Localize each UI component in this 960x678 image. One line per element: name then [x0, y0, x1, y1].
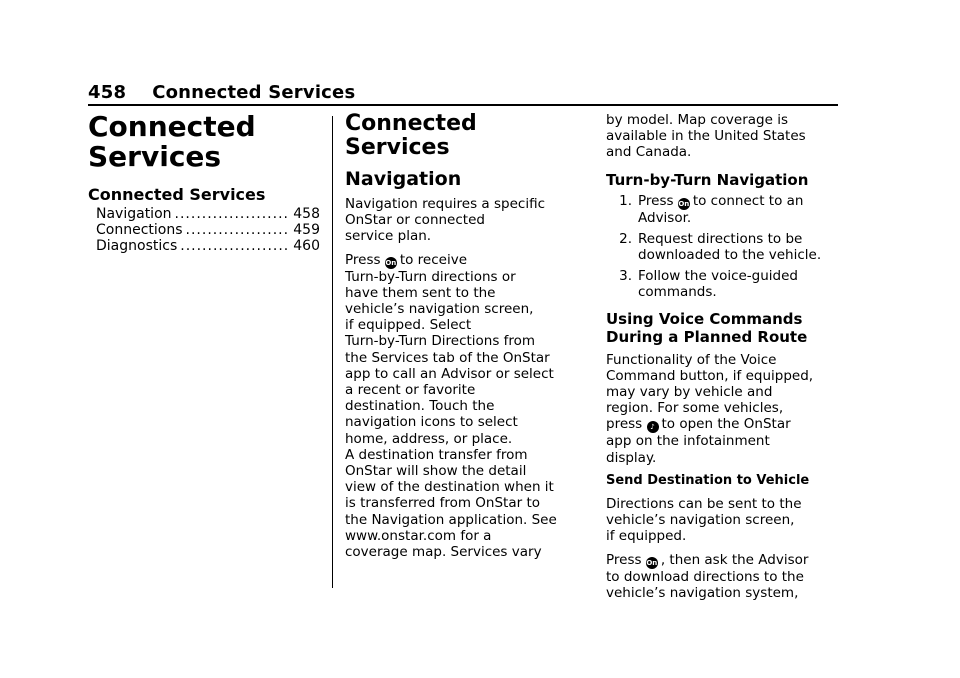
- text-line: vehicle’s navigation screen,: [606, 512, 795, 529]
- onstar-icon: On: [646, 558, 658, 567]
- text-line: downloaded to the vehicle.: [638, 247, 822, 264]
- step-number: 2.: [619, 230, 632, 247]
- text-line: navigation icons to select: [345, 414, 518, 431]
- text-line: and Canada.: [606, 144, 692, 161]
- text-line: Command button, if equipped,: [606, 367, 814, 384]
- chapter-title: [88, 112, 320, 172]
- text-line: by model. Map coverage is: [606, 112, 788, 128]
- column-navigation: [345, 112, 581, 560]
- text-line: to download directions to the: [606, 568, 804, 585]
- toc-entry[interactable]: [96, 222, 320, 238]
- toc-list: [96, 206, 320, 254]
- text-line: press: [606, 416, 643, 433]
- text-line: app on the infotainment: [606, 433, 770, 450]
- page-header: [88, 82, 355, 103]
- text-line: Functionality of the Voice: [606, 351, 777, 368]
- step-text: [638, 231, 821, 263]
- text-line: Follow the voice-guided: [638, 268, 799, 285]
- chapter-title-line2: Services: [88, 140, 222, 173]
- section-heading-line1: Connected: [345, 111, 477, 136]
- voice-paragraph: [606, 352, 838, 466]
- onstar-icon: On: [678, 199, 690, 208]
- send-destination-subheading: Send Destination to Vehicle: [606, 472, 810, 488]
- text-line: Press: [638, 192, 674, 209]
- page-number: 458: [88, 82, 127, 103]
- step-text: [638, 193, 803, 226]
- text-line: view of the destination when it: [345, 479, 554, 496]
- send-paragraph: [606, 496, 838, 545]
- step-number: 3.: [619, 268, 632, 285]
- text-line: if equipped. Select: [345, 317, 472, 334]
- voice-commands-heading: [606, 310, 838, 346]
- heading-line: During a Planned Route: [606, 327, 808, 346]
- toc-heading: Connected Services: [88, 185, 266, 204]
- column-divider: [332, 116, 333, 588]
- text-line: Turn-by-Turn directions or: [345, 268, 516, 285]
- continued-paragraph: [606, 112, 838, 161]
- text-line: Request directions to be: [638, 230, 803, 247]
- text-line: may vary by vehicle and: [606, 384, 773, 401]
- text-line: to open the OnStar: [661, 416, 791, 433]
- text-line: Advisor.: [638, 209, 692, 226]
- heading-line: Using Voice Commands: [606, 309, 803, 328]
- text-line: the Services tab of the OnStar: [345, 349, 550, 366]
- text-line: a recent or favorite: [345, 382, 476, 399]
- text-line: home, address, or place.: [345, 430, 513, 447]
- toc-leader: [180, 238, 290, 254]
- text-line: have them sent to the: [345, 284, 496, 301]
- text-line: coverage map. Services vary: [345, 544, 542, 561]
- toc-page: 458: [293, 206, 320, 222]
- text-line: vehicle’s navigation screen,: [345, 301, 534, 318]
- step-item: [606, 193, 838, 226]
- text-line: www.onstar.com for a: [345, 527, 492, 544]
- step-number: 1.: [619, 192, 632, 209]
- header-rule: [88, 104, 838, 106]
- toc-entry[interactable]: [96, 206, 320, 222]
- text-line: A destination transfer from: [345, 446, 528, 463]
- text-line: app to call an Advisor or select: [345, 365, 554, 382]
- text-line: display.: [606, 449, 657, 466]
- text-line: Turn-by-Turn Directions from: [345, 333, 536, 350]
- toc-label: Diagnostics: [96, 238, 178, 254]
- chapter-title-line1: Connected: [88, 110, 256, 143]
- nav-body-paragraph: [345, 252, 581, 561]
- text-line: Press: [345, 251, 381, 268]
- text-line: , then ask the Advisor: [660, 551, 809, 568]
- column-toc: [88, 112, 320, 254]
- text-line: Press: [606, 551, 642, 568]
- nav-intro-paragraph: [345, 196, 581, 245]
- step-item: [606, 231, 838, 263]
- text-line: to connect to an: [692, 192, 804, 209]
- text-line: commands.: [638, 284, 717, 301]
- text-line: service plan.: [345, 228, 432, 245]
- text-line: OnStar will show the detail: [345, 463, 527, 480]
- text-line: the Navigation application. See: [345, 511, 557, 528]
- navigation-heading: Navigation: [345, 168, 462, 190]
- toc-page: 460: [293, 238, 320, 254]
- onstar-icon: On: [385, 258, 397, 267]
- steps-list: [606, 193, 838, 301]
- turn-by-turn-heading: Turn-by-Turn Navigation: [606, 170, 809, 189]
- advisor-paragraph: [606, 552, 838, 601]
- section-heading-line2: Services: [345, 135, 450, 160]
- text-line: to receive: [399, 251, 468, 268]
- text-line: OnStar or connected: [345, 212, 485, 229]
- step-text: [638, 268, 798, 300]
- toc-label: Connections: [96, 222, 183, 238]
- text-line: Directions can be sent to the: [606, 496, 802, 513]
- text-line: if equipped.: [606, 528, 687, 545]
- section-title: Connected Services: [152, 82, 356, 103]
- text-line: region. For some vehicles,: [606, 400, 784, 417]
- text-line: destination. Touch the: [345, 398, 495, 415]
- toc-leader: [175, 206, 291, 222]
- toc-entry[interactable]: [96, 238, 320, 254]
- text-line: Navigation requires a specific: [345, 196, 545, 212]
- toc-leader: [186, 222, 291, 238]
- section-heading: [345, 112, 581, 160]
- step-item: [606, 268, 838, 300]
- voice-icon: ♪: [647, 421, 659, 433]
- toc-label: Navigation: [96, 206, 172, 222]
- toc-page: 459: [293, 222, 320, 238]
- column-turn-by-turn: [606, 112, 838, 601]
- text-line: vehicle’s navigation system,: [606, 584, 799, 601]
- text-line: available in the United States: [606, 128, 806, 145]
- text-line: is transferred from OnStar to: [345, 495, 540, 512]
